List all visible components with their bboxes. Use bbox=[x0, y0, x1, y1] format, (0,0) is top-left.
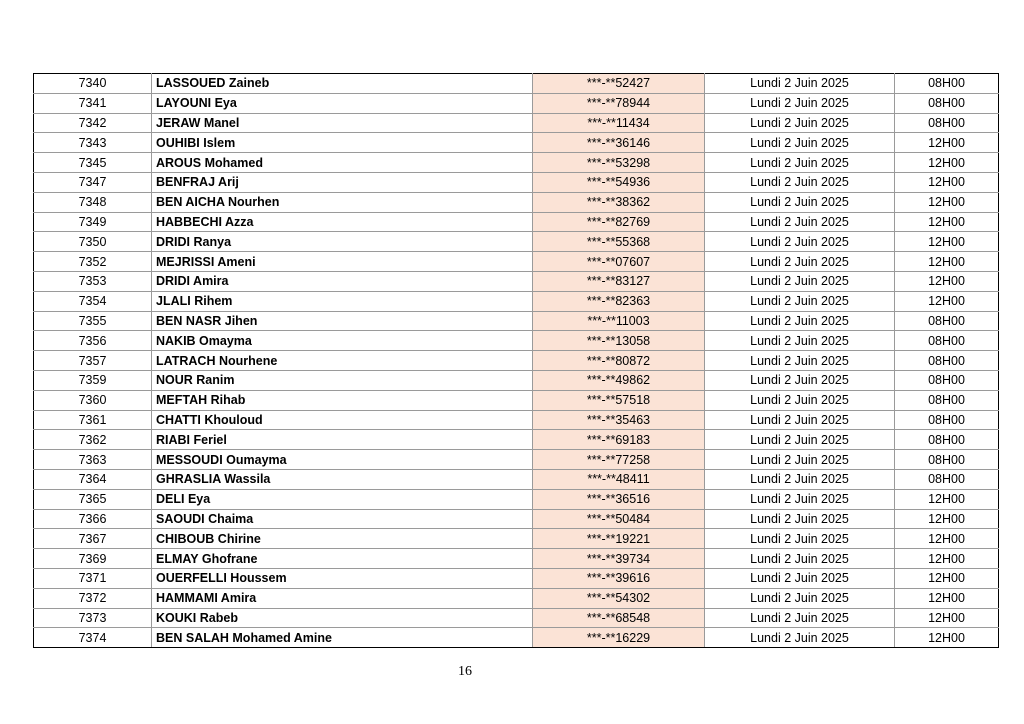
table-row bbox=[34, 588, 999, 608]
cell-time: 08H00 bbox=[895, 469, 999, 489]
cell-name: AROUS Mohamed bbox=[152, 153, 533, 173]
cell-name: CHATTI Khouloud bbox=[152, 410, 533, 430]
cell-number: 7349 bbox=[34, 212, 152, 232]
cell-name: GHRASLIA Wassila bbox=[152, 469, 533, 489]
cell-time: 12H00 bbox=[895, 172, 999, 192]
cell-id-masked: ***-**82769 bbox=[533, 212, 705, 232]
cell-name: MESSOUDI Oumayma bbox=[152, 450, 533, 470]
cell-name: DELI Eya bbox=[152, 489, 533, 509]
table-row bbox=[34, 291, 999, 311]
cell-id-masked: ***-**13058 bbox=[533, 331, 705, 351]
cell-date: Lundi 2 Juin 2025 bbox=[705, 232, 895, 252]
cell-id-masked: ***-**39734 bbox=[533, 549, 705, 569]
cell-time: 08H00 bbox=[895, 113, 999, 133]
cell-time: 12H00 bbox=[895, 192, 999, 212]
table-row bbox=[34, 133, 999, 153]
cell-date: Lundi 2 Juin 2025 bbox=[705, 93, 895, 113]
cell-date: Lundi 2 Juin 2025 bbox=[705, 172, 895, 192]
cell-number: 7355 bbox=[34, 311, 152, 331]
table-row bbox=[34, 430, 999, 450]
cell-date: Lundi 2 Juin 2025 bbox=[705, 311, 895, 331]
cell-number: 7369 bbox=[34, 549, 152, 569]
table-row bbox=[34, 390, 999, 410]
cell-time: 08H00 bbox=[895, 410, 999, 430]
cell-number: 7360 bbox=[34, 390, 152, 410]
cell-date: Lundi 2 Juin 2025 bbox=[705, 271, 895, 291]
cell-time: 12H00 bbox=[895, 489, 999, 509]
cell-date: Lundi 2 Juin 2025 bbox=[705, 628, 895, 648]
cell-date: Lundi 2 Juin 2025 bbox=[705, 549, 895, 569]
table-row bbox=[34, 93, 999, 113]
cell-number: 7374 bbox=[34, 628, 152, 648]
table-row bbox=[34, 469, 999, 489]
cell-date: Lundi 2 Juin 2025 bbox=[705, 469, 895, 489]
cell-number: 7364 bbox=[34, 469, 152, 489]
cell-name: OUERFELLI Houssem bbox=[152, 568, 533, 588]
table-row bbox=[34, 370, 999, 390]
cell-date: Lundi 2 Juin 2025 bbox=[705, 252, 895, 272]
table-row bbox=[34, 529, 999, 549]
table-row bbox=[34, 549, 999, 569]
cell-number: 7347 bbox=[34, 172, 152, 192]
table-row bbox=[34, 331, 999, 351]
cell-time: 08H00 bbox=[895, 351, 999, 371]
cell-date: Lundi 2 Juin 2025 bbox=[705, 113, 895, 133]
cell-date: Lundi 2 Juin 2025 bbox=[705, 331, 895, 351]
cell-id-masked: ***-**36146 bbox=[533, 133, 705, 153]
table-row bbox=[34, 232, 999, 252]
roster-body bbox=[34, 74, 999, 648]
cell-id-masked: ***-**53298 bbox=[533, 153, 705, 173]
cell-name: LATRACH Nourhene bbox=[152, 351, 533, 371]
cell-time: 12H00 bbox=[895, 153, 999, 173]
cell-id-masked: ***-**82363 bbox=[533, 291, 705, 311]
table-row bbox=[34, 311, 999, 331]
cell-id-masked: ***-**36516 bbox=[533, 489, 705, 509]
cell-time: 08H00 bbox=[895, 311, 999, 331]
table-row bbox=[34, 153, 999, 173]
cell-number: 7345 bbox=[34, 153, 152, 173]
cell-date: Lundi 2 Juin 2025 bbox=[705, 489, 895, 509]
cell-number: 7361 bbox=[34, 410, 152, 430]
cell-date: Lundi 2 Juin 2025 bbox=[705, 370, 895, 390]
cell-id-masked: ***-**39616 bbox=[533, 568, 705, 588]
cell-time: 12H00 bbox=[895, 529, 999, 549]
cell-name: JLALI Rihem bbox=[152, 291, 533, 311]
table-row bbox=[34, 489, 999, 509]
cell-id-masked: ***-**77258 bbox=[533, 450, 705, 470]
table-row bbox=[34, 212, 999, 232]
cell-date: Lundi 2 Juin 2025 bbox=[705, 450, 895, 470]
cell-time: 08H00 bbox=[895, 331, 999, 351]
cell-number: 7372 bbox=[34, 588, 152, 608]
cell-id-masked: ***-**80872 bbox=[533, 351, 705, 371]
table-row bbox=[34, 252, 999, 272]
cell-name: HABBECHI Azza bbox=[152, 212, 533, 232]
roster-sheet bbox=[33, 73, 998, 648]
cell-time: 12H00 bbox=[895, 133, 999, 153]
cell-time: 08H00 bbox=[895, 93, 999, 113]
cell-name: CHIBOUB Chirine bbox=[152, 529, 533, 549]
cell-number: 7362 bbox=[34, 430, 152, 450]
table-row bbox=[34, 608, 999, 628]
cell-id-masked: ***-**52427 bbox=[533, 74, 705, 94]
cell-date: Lundi 2 Juin 2025 bbox=[705, 351, 895, 371]
cell-name: DRIDI Ranya bbox=[152, 232, 533, 252]
cell-id-masked: ***-**83127 bbox=[533, 271, 705, 291]
cell-number: 7343 bbox=[34, 133, 152, 153]
cell-number: 7357 bbox=[34, 351, 152, 371]
cell-time: 08H00 bbox=[895, 390, 999, 410]
cell-name: RIABI Feriel bbox=[152, 430, 533, 450]
cell-number: 7371 bbox=[34, 568, 152, 588]
table-row bbox=[34, 172, 999, 192]
cell-date: Lundi 2 Juin 2025 bbox=[705, 153, 895, 173]
cell-number: 7365 bbox=[34, 489, 152, 509]
cell-time: 12H00 bbox=[895, 232, 999, 252]
cell-id-masked: ***-**35463 bbox=[533, 410, 705, 430]
cell-time: 08H00 bbox=[895, 430, 999, 450]
cell-name: MEFTAH Rihab bbox=[152, 390, 533, 410]
cell-id-masked: ***-**54936 bbox=[533, 172, 705, 192]
cell-name: ELMAY Ghofrane bbox=[152, 549, 533, 569]
cell-id-masked: ***-**57518 bbox=[533, 390, 705, 410]
cell-number: 7352 bbox=[34, 252, 152, 272]
cell-name: LAYOUNI Eya bbox=[152, 93, 533, 113]
cell-id-masked: ***-**49862 bbox=[533, 370, 705, 390]
cell-name: HAMMAMI Amira bbox=[152, 588, 533, 608]
table-row bbox=[34, 509, 999, 529]
cell-time: 12H00 bbox=[895, 608, 999, 628]
cell-date: Lundi 2 Juin 2025 bbox=[705, 608, 895, 628]
cell-time: 08H00 bbox=[895, 370, 999, 390]
cell-date: Lundi 2 Juin 2025 bbox=[705, 509, 895, 529]
cell-number: 7353 bbox=[34, 271, 152, 291]
cell-id-masked: ***-**19221 bbox=[533, 529, 705, 549]
cell-name: KOUKI Rabeb bbox=[152, 608, 533, 628]
page-number: 16 bbox=[458, 664, 472, 679]
cell-time: 12H00 bbox=[895, 549, 999, 569]
cell-name: NOUR Ranim bbox=[152, 370, 533, 390]
cell-date: Lundi 2 Juin 2025 bbox=[705, 74, 895, 94]
table-row bbox=[34, 113, 999, 133]
cell-id-masked: ***-**50484 bbox=[533, 509, 705, 529]
cell-number: 7341 bbox=[34, 93, 152, 113]
cell-id-masked: ***-**69183 bbox=[533, 430, 705, 450]
cell-name: OUHIBI Islem bbox=[152, 133, 533, 153]
cell-id-masked: ***-**38362 bbox=[533, 192, 705, 212]
table-row bbox=[34, 410, 999, 430]
table-row bbox=[34, 192, 999, 212]
table-row bbox=[34, 568, 999, 588]
cell-number: 7363 bbox=[34, 450, 152, 470]
cell-date: Lundi 2 Juin 2025 bbox=[705, 390, 895, 410]
cell-time: 12H00 bbox=[895, 509, 999, 529]
cell-id-masked: ***-**16229 bbox=[533, 628, 705, 648]
table-row bbox=[34, 74, 999, 94]
cell-number: 7348 bbox=[34, 192, 152, 212]
cell-time: 12H00 bbox=[895, 252, 999, 272]
cell-name: BEN AICHA Nourhen bbox=[152, 192, 533, 212]
cell-name: JERAW Manel bbox=[152, 113, 533, 133]
cell-date: Lundi 2 Juin 2025 bbox=[705, 410, 895, 430]
cell-time: 12H00 bbox=[895, 271, 999, 291]
cell-id-masked: ***-**07607 bbox=[533, 252, 705, 272]
cell-date: Lundi 2 Juin 2025 bbox=[705, 192, 895, 212]
cell-date: Lundi 2 Juin 2025 bbox=[705, 588, 895, 608]
cell-name: BEN NASR Jihen bbox=[152, 311, 533, 331]
cell-time: 08H00 bbox=[895, 450, 999, 470]
table-row bbox=[34, 271, 999, 291]
table-row bbox=[34, 351, 999, 371]
cell-number: 7350 bbox=[34, 232, 152, 252]
cell-number: 7366 bbox=[34, 509, 152, 529]
cell-date: Lundi 2 Juin 2025 bbox=[705, 568, 895, 588]
cell-time: 12H00 bbox=[895, 568, 999, 588]
cell-name: DRIDI Amira bbox=[152, 271, 533, 291]
cell-id-masked: ***-**54302 bbox=[533, 588, 705, 608]
cell-number: 7340 bbox=[34, 74, 152, 94]
cell-time: 12H00 bbox=[895, 588, 999, 608]
cell-name: MEJRISSI Ameni bbox=[152, 252, 533, 272]
cell-number: 7373 bbox=[34, 608, 152, 628]
cell-date: Lundi 2 Juin 2025 bbox=[705, 430, 895, 450]
cell-name: NAKIB Omayma bbox=[152, 331, 533, 351]
cell-time: 12H00 bbox=[895, 212, 999, 232]
cell-time: 08H00 bbox=[895, 74, 999, 94]
cell-id-masked: ***-**55368 bbox=[533, 232, 705, 252]
cell-number: 7367 bbox=[34, 529, 152, 549]
cell-time: 12H00 bbox=[895, 291, 999, 311]
cell-date: Lundi 2 Juin 2025 bbox=[705, 291, 895, 311]
cell-date: Lundi 2 Juin 2025 bbox=[705, 529, 895, 549]
cell-name: BENFRAJ Arij bbox=[152, 172, 533, 192]
cell-number: 7356 bbox=[34, 331, 152, 351]
cell-id-masked: ***-**11434 bbox=[533, 113, 705, 133]
roster-table bbox=[33, 73, 999, 648]
table-row bbox=[34, 628, 999, 648]
cell-number: 7354 bbox=[34, 291, 152, 311]
cell-date: Lundi 2 Juin 2025 bbox=[705, 212, 895, 232]
cell-number: 7342 bbox=[34, 113, 152, 133]
cell-name: LASSOUED Zaineb bbox=[152, 74, 533, 94]
cell-name: SAOUDI Chaima bbox=[152, 509, 533, 529]
cell-number: 7359 bbox=[34, 370, 152, 390]
cell-time: 12H00 bbox=[895, 628, 999, 648]
cell-id-masked: ***-**48411 bbox=[533, 469, 705, 489]
cell-id-masked: ***-**78944 bbox=[533, 93, 705, 113]
cell-id-masked: ***-**68548 bbox=[533, 608, 705, 628]
cell-date: Lundi 2 Juin 2025 bbox=[705, 133, 895, 153]
cell-name: BEN SALAH Mohamed Amine bbox=[152, 628, 533, 648]
table-row bbox=[34, 450, 999, 470]
cell-id-masked: ***-**11003 bbox=[533, 311, 705, 331]
